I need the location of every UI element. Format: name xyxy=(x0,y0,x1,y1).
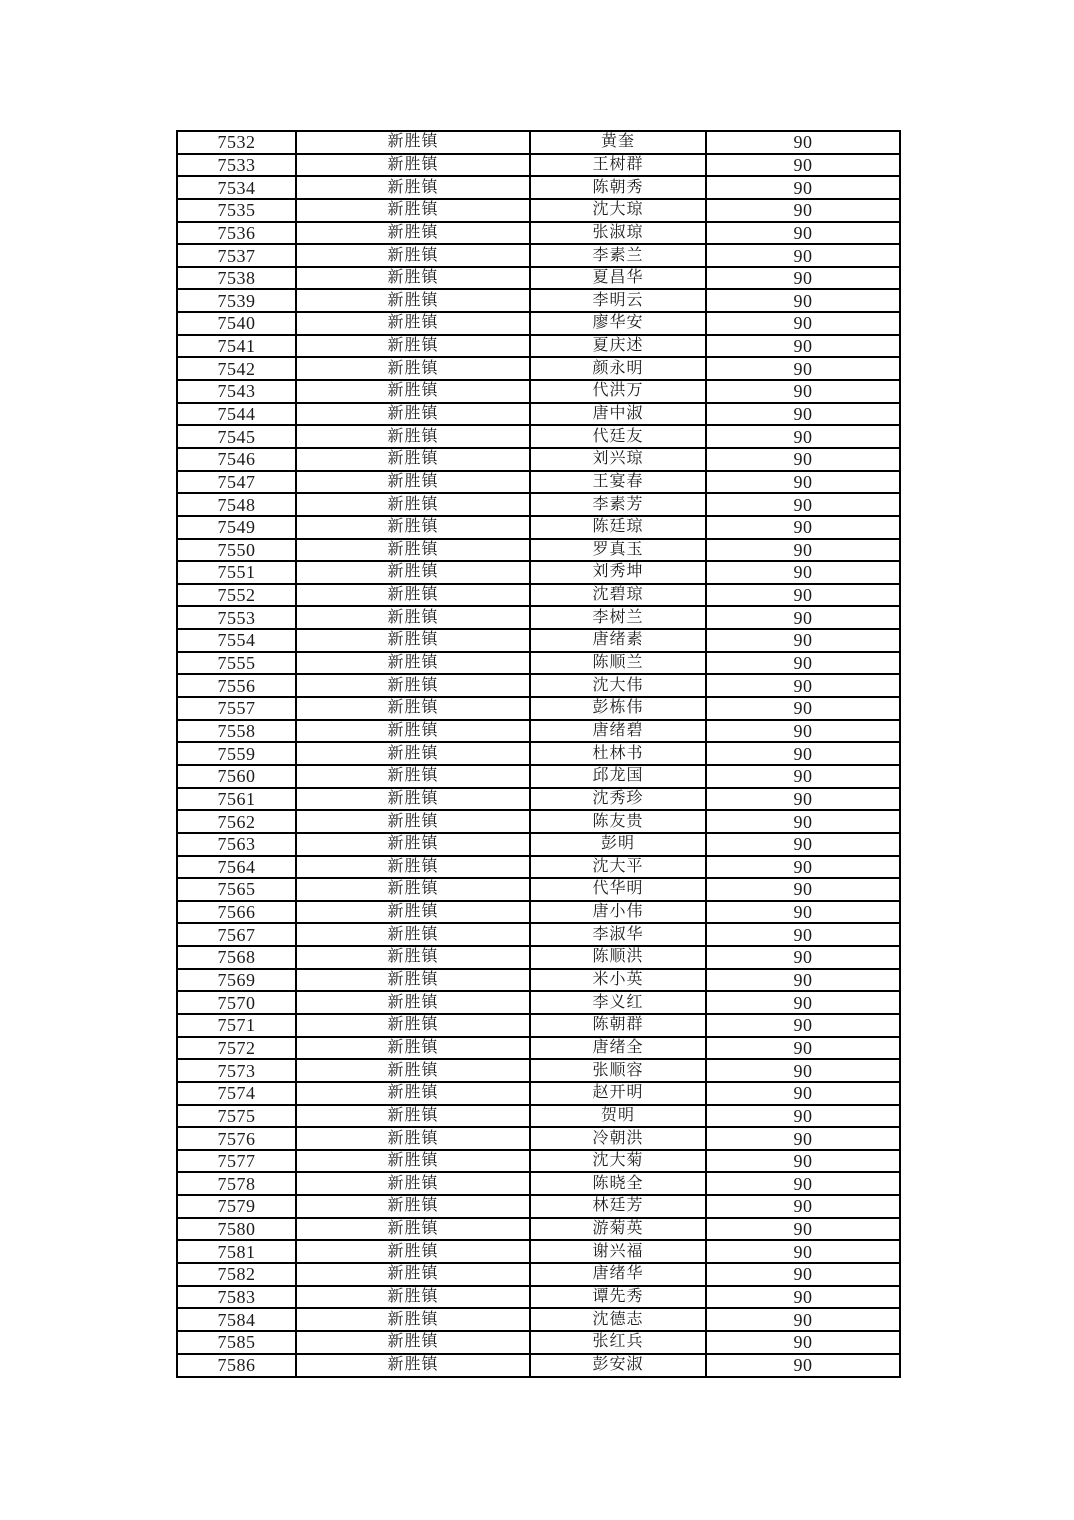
name-cell: 夏昌华 xyxy=(530,267,706,290)
score-cell: 90 xyxy=(706,765,900,788)
row-number-cell: 7575 xyxy=(177,1105,296,1128)
town-cell: 新胜镇 xyxy=(296,1286,530,1309)
score-cell: 90 xyxy=(706,380,900,403)
table-row xyxy=(177,154,900,177)
row-number-cell: 7536 xyxy=(177,222,296,245)
score-cell: 90 xyxy=(706,652,900,675)
table-row xyxy=(177,357,900,380)
row-number-cell: 7569 xyxy=(177,969,296,992)
town-cell: 新胜镇 xyxy=(296,765,530,788)
town-cell: 新胜镇 xyxy=(296,1218,530,1241)
table-row xyxy=(177,380,900,403)
table-row xyxy=(177,878,900,901)
table-row xyxy=(177,946,900,969)
table-row xyxy=(177,1195,900,1218)
name-cell: 黄奎 xyxy=(530,131,706,154)
town-cell: 新胜镇 xyxy=(296,584,530,607)
table-row xyxy=(177,448,900,471)
town-cell: 新胜镇 xyxy=(296,629,530,652)
score-cell: 90 xyxy=(706,629,900,652)
table-row xyxy=(177,652,900,675)
row-number-cell: 7540 xyxy=(177,312,296,335)
row-number-cell: 7555 xyxy=(177,652,296,675)
town-cell: 新胜镇 xyxy=(296,289,530,312)
score-cell: 90 xyxy=(706,584,900,607)
row-number-cell: 7574 xyxy=(177,1082,296,1105)
town-cell: 新胜镇 xyxy=(296,856,530,879)
name-cell: 王宴春 xyxy=(530,471,706,494)
row-number-cell: 7550 xyxy=(177,539,296,562)
score-cell: 90 xyxy=(706,788,900,811)
town-cell: 新胜镇 xyxy=(296,1082,530,1105)
name-cell: 沈碧琼 xyxy=(530,584,706,607)
table-row xyxy=(177,1218,900,1241)
name-cell: 冷朝洪 xyxy=(530,1127,706,1150)
town-cell: 新胜镇 xyxy=(296,810,530,833)
score-cell: 90 xyxy=(706,516,900,539)
score-cell: 90 xyxy=(706,335,900,358)
town-cell: 新胜镇 xyxy=(296,335,530,358)
row-number-cell: 7564 xyxy=(177,856,296,879)
town-cell: 新胜镇 xyxy=(296,923,530,946)
row-number-cell: 7538 xyxy=(177,267,296,290)
score-cell: 90 xyxy=(706,1240,900,1263)
roster-table-body xyxy=(177,131,900,1377)
name-cell: 代洪万 xyxy=(530,380,706,403)
score-cell: 90 xyxy=(706,561,900,584)
name-cell: 代华明 xyxy=(530,878,706,901)
name-cell: 沈大菊 xyxy=(530,1150,706,1173)
name-cell: 谭先秀 xyxy=(530,1286,706,1309)
town-cell: 新胜镇 xyxy=(296,1105,530,1128)
row-number-cell: 7584 xyxy=(177,1308,296,1331)
name-cell: 陈顺兰 xyxy=(530,652,706,675)
score-cell: 90 xyxy=(706,1105,900,1128)
town-cell: 新胜镇 xyxy=(296,493,530,516)
name-cell: 李树兰 xyxy=(530,606,706,629)
row-number-cell: 7537 xyxy=(177,244,296,267)
score-cell: 90 xyxy=(706,1286,900,1309)
name-cell: 米小英 xyxy=(530,969,706,992)
table-row xyxy=(177,493,900,516)
row-number-cell: 7579 xyxy=(177,1195,296,1218)
name-cell: 彭安淑 xyxy=(530,1354,706,1377)
score-cell: 90 xyxy=(706,1037,900,1060)
name-cell: 李明云 xyxy=(530,289,706,312)
row-number-cell: 7548 xyxy=(177,493,296,516)
row-number-cell: 7534 xyxy=(177,176,296,199)
name-cell: 李素芳 xyxy=(530,493,706,516)
row-number-cell: 7545 xyxy=(177,425,296,448)
town-cell: 新胜镇 xyxy=(296,991,530,1014)
table-row xyxy=(177,1286,900,1309)
row-number-cell: 7578 xyxy=(177,1172,296,1195)
table-row xyxy=(177,244,900,267)
table-row xyxy=(177,289,900,312)
name-cell: 唐绪华 xyxy=(530,1263,706,1286)
name-cell: 陈朝秀 xyxy=(530,176,706,199)
name-cell: 沈秀珍 xyxy=(530,788,706,811)
town-cell: 新胜镇 xyxy=(296,652,530,675)
score-cell: 90 xyxy=(706,1195,900,1218)
score-cell: 90 xyxy=(706,425,900,448)
table-row xyxy=(177,674,900,697)
town-cell: 新胜镇 xyxy=(296,244,530,267)
name-cell: 刘兴琼 xyxy=(530,448,706,471)
row-number-cell: 7581 xyxy=(177,1240,296,1263)
row-number-cell: 7560 xyxy=(177,765,296,788)
town-cell: 新胜镇 xyxy=(296,403,530,426)
row-number-cell: 7546 xyxy=(177,448,296,471)
row-number-cell: 7585 xyxy=(177,1331,296,1354)
score-cell: 90 xyxy=(706,154,900,177)
score-cell: 90 xyxy=(706,448,900,471)
name-cell: 赵开明 xyxy=(530,1082,706,1105)
name-cell: 陈顺洪 xyxy=(530,946,706,969)
table-row xyxy=(177,267,900,290)
name-cell: 陈晓全 xyxy=(530,1172,706,1195)
name-cell: 沈大平 xyxy=(530,856,706,879)
town-cell: 新胜镇 xyxy=(296,742,530,765)
name-cell: 游菊英 xyxy=(530,1218,706,1241)
name-cell: 沈大伟 xyxy=(530,674,706,697)
name-cell: 廖华安 xyxy=(530,312,706,335)
name-cell: 唐小伟 xyxy=(530,901,706,924)
town-cell: 新胜镇 xyxy=(296,448,530,471)
score-cell: 90 xyxy=(706,289,900,312)
table-row xyxy=(177,720,900,743)
table-row xyxy=(177,335,900,358)
name-cell: 唐中淑 xyxy=(530,403,706,426)
name-cell: 彭明 xyxy=(530,833,706,856)
row-number-cell: 7549 xyxy=(177,516,296,539)
score-cell: 90 xyxy=(706,1172,900,1195)
name-cell: 张顺容 xyxy=(530,1059,706,1082)
table-row xyxy=(177,1172,900,1195)
row-number-cell: 7586 xyxy=(177,1354,296,1377)
score-cell: 90 xyxy=(706,357,900,380)
town-cell: 新胜镇 xyxy=(296,425,530,448)
row-number-cell: 7557 xyxy=(177,697,296,720)
name-cell: 杜林书 xyxy=(530,742,706,765)
row-number-cell: 7535 xyxy=(177,199,296,222)
table-row xyxy=(177,1150,900,1173)
town-cell: 新胜镇 xyxy=(296,176,530,199)
table-row xyxy=(177,1127,900,1150)
score-cell: 90 xyxy=(706,267,900,290)
score-cell: 90 xyxy=(706,222,900,245)
town-cell: 新胜镇 xyxy=(296,380,530,403)
score-cell: 90 xyxy=(706,810,900,833)
name-cell: 王树群 xyxy=(530,154,706,177)
town-cell: 新胜镇 xyxy=(296,833,530,856)
town-cell: 新胜镇 xyxy=(296,154,530,177)
row-number-cell: 7572 xyxy=(177,1037,296,1060)
table-row xyxy=(177,176,900,199)
table-row xyxy=(177,833,900,856)
row-number-cell: 7556 xyxy=(177,674,296,697)
score-cell: 90 xyxy=(706,856,900,879)
town-cell: 新胜镇 xyxy=(296,1195,530,1218)
row-number-cell: 7580 xyxy=(177,1218,296,1241)
score-cell: 90 xyxy=(706,1263,900,1286)
name-cell: 贺明 xyxy=(530,1105,706,1128)
table-row xyxy=(177,1105,900,1128)
table-row xyxy=(177,697,900,720)
table-row xyxy=(177,222,900,245)
row-number-cell: 7563 xyxy=(177,833,296,856)
town-cell: 新胜镇 xyxy=(296,1240,530,1263)
score-cell: 90 xyxy=(706,991,900,1014)
town-cell: 新胜镇 xyxy=(296,1354,530,1377)
town-cell: 新胜镇 xyxy=(296,312,530,335)
row-number-cell: 7544 xyxy=(177,403,296,426)
row-number-cell: 7573 xyxy=(177,1059,296,1082)
town-cell: 新胜镇 xyxy=(296,969,530,992)
table-row xyxy=(177,1059,900,1082)
score-cell: 90 xyxy=(706,312,900,335)
row-number-cell: 7539 xyxy=(177,289,296,312)
town-cell: 新胜镇 xyxy=(296,788,530,811)
town-cell: 新胜镇 xyxy=(296,471,530,494)
name-cell: 张红兵 xyxy=(530,1331,706,1354)
score-cell: 90 xyxy=(706,1059,900,1082)
town-cell: 新胜镇 xyxy=(296,674,530,697)
table-row xyxy=(177,425,900,448)
row-number-cell: 7576 xyxy=(177,1127,296,1150)
town-cell: 新胜镇 xyxy=(296,946,530,969)
table-row xyxy=(177,403,900,426)
row-number-cell: 7552 xyxy=(177,584,296,607)
table-row xyxy=(177,1082,900,1105)
name-cell: 代廷友 xyxy=(530,425,706,448)
table-row xyxy=(177,1354,900,1377)
score-cell: 90 xyxy=(706,403,900,426)
table-row xyxy=(177,629,900,652)
row-number-cell: 7553 xyxy=(177,606,296,629)
table-row xyxy=(177,1263,900,1286)
table-row xyxy=(177,1331,900,1354)
town-cell: 新胜镇 xyxy=(296,1172,530,1195)
town-cell: 新胜镇 xyxy=(296,1308,530,1331)
town-cell: 新胜镇 xyxy=(296,720,530,743)
score-cell: 90 xyxy=(706,674,900,697)
table-row xyxy=(177,312,900,335)
row-number-cell: 7562 xyxy=(177,810,296,833)
name-cell: 沈大琼 xyxy=(530,199,706,222)
score-cell: 90 xyxy=(706,833,900,856)
table-row xyxy=(177,471,900,494)
table-row xyxy=(177,606,900,629)
table-row xyxy=(177,199,900,222)
name-cell: 彭栋伟 xyxy=(530,697,706,720)
name-cell: 刘秀坤 xyxy=(530,561,706,584)
town-cell: 新胜镇 xyxy=(296,131,530,154)
table-row xyxy=(177,1037,900,1060)
row-number-cell: 7551 xyxy=(177,561,296,584)
score-cell: 90 xyxy=(706,1082,900,1105)
score-cell: 90 xyxy=(706,493,900,516)
table-row xyxy=(177,584,900,607)
score-cell: 90 xyxy=(706,1331,900,1354)
row-number-cell: 7532 xyxy=(177,131,296,154)
score-cell: 90 xyxy=(706,176,900,199)
score-cell: 90 xyxy=(706,1218,900,1241)
score-cell: 90 xyxy=(706,923,900,946)
score-cell: 90 xyxy=(706,244,900,267)
table-row xyxy=(177,810,900,833)
table-row xyxy=(177,539,900,562)
name-cell: 张淑琼 xyxy=(530,222,706,245)
table-row xyxy=(177,991,900,1014)
score-cell: 90 xyxy=(706,471,900,494)
table-row xyxy=(177,923,900,946)
table-row xyxy=(177,765,900,788)
town-cell: 新胜镇 xyxy=(296,1059,530,1082)
row-number-cell: 7582 xyxy=(177,1263,296,1286)
name-cell: 邱龙国 xyxy=(530,765,706,788)
town-cell: 新胜镇 xyxy=(296,606,530,629)
row-number-cell: 7567 xyxy=(177,923,296,946)
name-cell: 夏庆述 xyxy=(530,335,706,358)
row-number-cell: 7554 xyxy=(177,629,296,652)
score-cell: 90 xyxy=(706,946,900,969)
name-cell: 唐绪素 xyxy=(530,629,706,652)
town-cell: 新胜镇 xyxy=(296,878,530,901)
score-cell: 90 xyxy=(706,539,900,562)
score-cell: 90 xyxy=(706,697,900,720)
row-number-cell: 7542 xyxy=(177,357,296,380)
row-number-cell: 7568 xyxy=(177,946,296,969)
name-cell: 陈廷琼 xyxy=(530,516,706,539)
table-row xyxy=(177,969,900,992)
score-cell: 90 xyxy=(706,742,900,765)
table-row xyxy=(177,1240,900,1263)
score-cell: 90 xyxy=(706,131,900,154)
town-cell: 新胜镇 xyxy=(296,1014,530,1037)
name-cell: 唐绪全 xyxy=(530,1037,706,1060)
score-cell: 90 xyxy=(706,199,900,222)
name-cell: 颜永明 xyxy=(530,357,706,380)
score-cell: 90 xyxy=(706,1354,900,1377)
row-number-cell: 7558 xyxy=(177,720,296,743)
town-cell: 新胜镇 xyxy=(296,1263,530,1286)
name-cell: 李淑华 xyxy=(530,923,706,946)
row-number-cell: 7570 xyxy=(177,991,296,1014)
name-cell: 罗真玉 xyxy=(530,539,706,562)
score-cell: 90 xyxy=(706,901,900,924)
row-number-cell: 7571 xyxy=(177,1014,296,1037)
table-row xyxy=(177,561,900,584)
score-cell: 90 xyxy=(706,878,900,901)
row-number-cell: 7561 xyxy=(177,788,296,811)
town-cell: 新胜镇 xyxy=(296,901,530,924)
table-row xyxy=(177,516,900,539)
name-cell: 陈朝群 xyxy=(530,1014,706,1037)
town-cell: 新胜镇 xyxy=(296,357,530,380)
name-cell: 李义红 xyxy=(530,991,706,1014)
town-cell: 新胜镇 xyxy=(296,539,530,562)
row-number-cell: 7541 xyxy=(177,335,296,358)
row-number-cell: 7559 xyxy=(177,742,296,765)
town-cell: 新胜镇 xyxy=(296,1331,530,1354)
town-cell: 新胜镇 xyxy=(296,516,530,539)
name-cell: 沈德志 xyxy=(530,1308,706,1331)
score-cell: 90 xyxy=(706,1150,900,1173)
town-cell: 新胜镇 xyxy=(296,1127,530,1150)
table-row xyxy=(177,901,900,924)
row-number-cell: 7543 xyxy=(177,380,296,403)
score-cell: 90 xyxy=(706,1014,900,1037)
score-cell: 90 xyxy=(706,606,900,629)
roster-table xyxy=(176,130,901,1378)
name-cell: 陈友贵 xyxy=(530,810,706,833)
name-cell: 唐绪碧 xyxy=(530,720,706,743)
row-number-cell: 7577 xyxy=(177,1150,296,1173)
score-cell: 90 xyxy=(706,1308,900,1331)
score-cell: 90 xyxy=(706,969,900,992)
name-cell: 谢兴福 xyxy=(530,1240,706,1263)
table-row xyxy=(177,742,900,765)
town-cell: 新胜镇 xyxy=(296,697,530,720)
town-cell: 新胜镇 xyxy=(296,561,530,584)
table-row xyxy=(177,1014,900,1037)
table-row xyxy=(177,788,900,811)
town-cell: 新胜镇 xyxy=(296,1150,530,1173)
name-cell: 林廷芳 xyxy=(530,1195,706,1218)
score-cell: 90 xyxy=(706,1127,900,1150)
table-row xyxy=(177,131,900,154)
town-cell: 新胜镇 xyxy=(296,1037,530,1060)
town-cell: 新胜镇 xyxy=(296,222,530,245)
row-number-cell: 7533 xyxy=(177,154,296,177)
row-number-cell: 7566 xyxy=(177,901,296,924)
row-number-cell: 7583 xyxy=(177,1286,296,1309)
town-cell: 新胜镇 xyxy=(296,199,530,222)
town-cell: 新胜镇 xyxy=(296,267,530,290)
table-row xyxy=(177,1308,900,1331)
table-row xyxy=(177,856,900,879)
row-number-cell: 7547 xyxy=(177,471,296,494)
name-cell: 李素兰 xyxy=(530,244,706,267)
score-cell: 90 xyxy=(706,720,900,743)
row-number-cell: 7565 xyxy=(177,878,296,901)
